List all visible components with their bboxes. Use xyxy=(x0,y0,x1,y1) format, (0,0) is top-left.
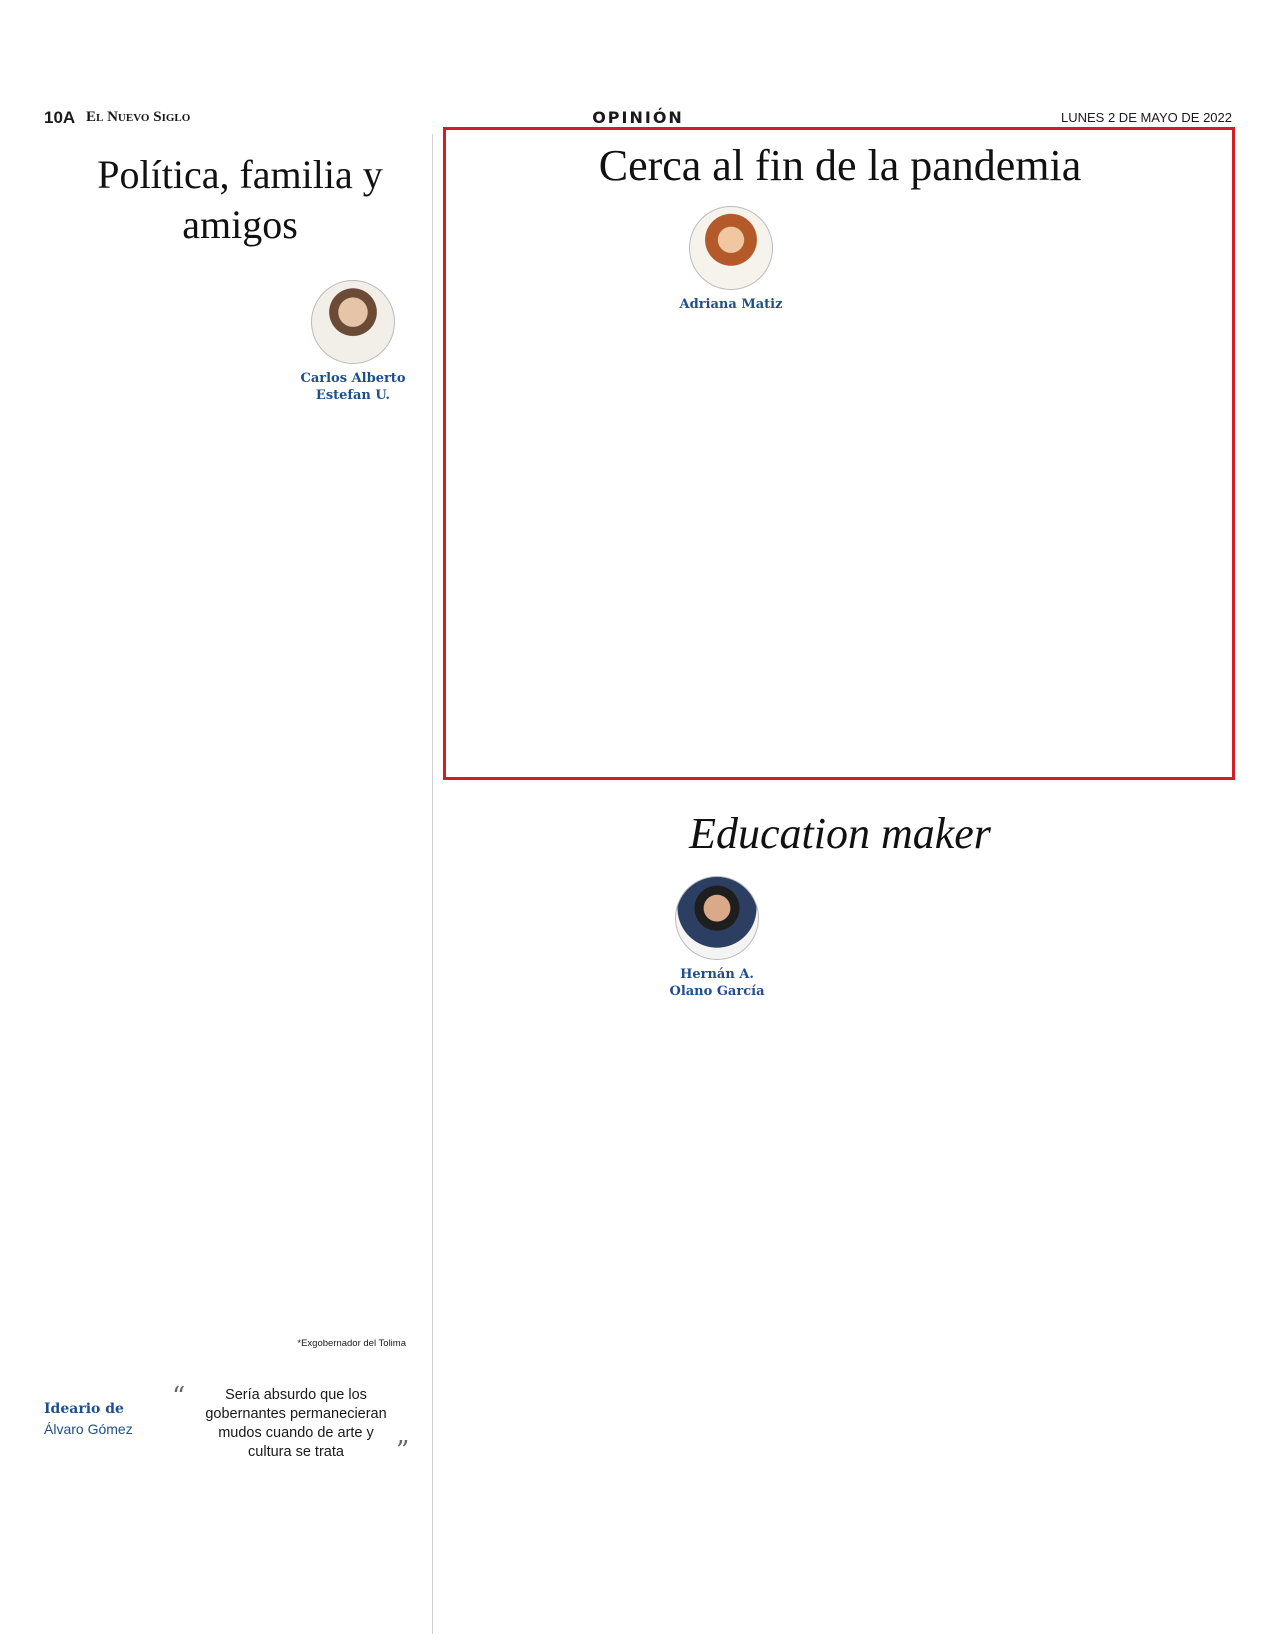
author-photo xyxy=(675,876,759,960)
author-photo xyxy=(689,206,773,290)
article2-author: Adriana Matiz xyxy=(679,297,783,312)
article1-byline xyxy=(298,280,408,404)
article2-title: Cerca al fin de la pandemia xyxy=(598,141,1082,190)
masthead: El Nuevo Siglo xyxy=(86,109,191,125)
ideario-quote: Sería absurdo que los gobernantes permanecieran mudos cuando de arte y cultura se trata xyxy=(205,1387,387,1460)
page-number: 10A xyxy=(44,108,76,127)
article1-footnote: *Exgobernador del Tolima xyxy=(297,1338,406,1349)
article3-body xyxy=(482,870,1212,1630)
article3-title: Education maker xyxy=(689,809,991,858)
open-quote-icon: “ xyxy=(172,1382,186,1412)
close-quote-icon: ” xyxy=(396,1436,410,1466)
ideario-label xyxy=(44,1398,174,1439)
author-photo xyxy=(311,280,395,364)
article3-byline xyxy=(662,876,772,1000)
article2-byline xyxy=(676,206,786,313)
article1-author: Carlos Alberto Estefan U. xyxy=(300,371,406,403)
ideario-author: Álvaro Gómez xyxy=(44,1421,133,1437)
article2-body xyxy=(482,202,1212,762)
article1-body xyxy=(44,278,408,1358)
article3-author: Hernán A. Olano García xyxy=(669,967,765,999)
ideario-title: Ideario de xyxy=(44,1401,124,1417)
issue-date: LUNES 2 DE MAYO DE 2022 xyxy=(1061,110,1232,125)
article1-title: Política, familia y amigos xyxy=(97,152,383,247)
section-title: OPINIÓN xyxy=(592,108,684,127)
column-divider xyxy=(432,134,433,1634)
